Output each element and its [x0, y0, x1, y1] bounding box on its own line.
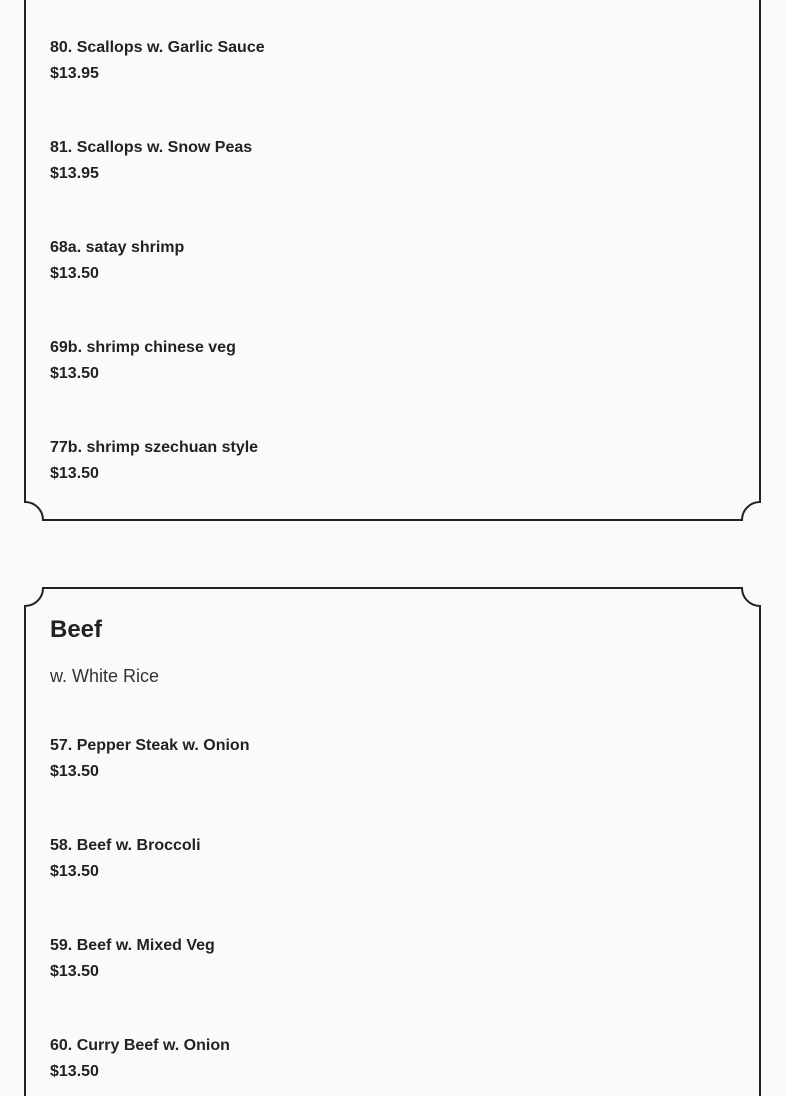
- section-title: Beef: [50, 616, 103, 643]
- menu-item-name: 59. Beef w. Mixed Veg: [50, 937, 215, 954]
- menu-item-price: $13.50: [50, 365, 99, 382]
- menu-section-card-beef: [24, 587, 761, 1096]
- menu-item-price: $13.95: [50, 165, 99, 182]
- menu-item[interactable]: [50, 836, 201, 882]
- menu-item[interactable]: [50, 338, 236, 384]
- menu-item[interactable]: [50, 438, 258, 484]
- menu-item-price: $13.50: [50, 763, 99, 780]
- menu-item-name: 68a. satay shrimp: [50, 239, 185, 256]
- menu-item-name: 58. Beef w. Broccoli: [50, 837, 201, 854]
- menu-section-card-seafood: [24, 0, 761, 523]
- menu-item-name: 69b. shrimp chinese veg: [50, 339, 236, 356]
- menu-item-name: 80. Scallops w. Garlic Sauce: [50, 39, 265, 56]
- menu-item[interactable]: [50, 138, 252, 184]
- menu-item-price: $13.50: [50, 465, 99, 482]
- menu-item-price: $13.50: [50, 863, 99, 880]
- menu-item[interactable]: [50, 238, 184, 284]
- section-subtitle: w. White Rice: [50, 666, 160, 686]
- menu-item-price: $13.50: [50, 1063, 99, 1080]
- menu-item-price: $13.50: [50, 963, 99, 980]
- menu-item-price: $13.50: [50, 265, 99, 282]
- menu-item-name: 57. Pepper Steak w. Onion: [50, 737, 250, 754]
- menu-item[interactable]: [50, 736, 249, 782]
- menu-item-price: $13.95: [50, 65, 99, 82]
- menu-item[interactable]: [50, 936, 215, 982]
- menu-item-name: 60. Curry Beef w. Onion: [50, 1037, 230, 1054]
- menu-item-name: 81. Scallops w. Snow Peas: [50, 139, 253, 156]
- menu-item-name: 77b. shrimp szechuan style: [50, 439, 259, 456]
- menu-item[interactable]: [50, 38, 265, 84]
- menu-item[interactable]: [50, 1036, 230, 1082]
